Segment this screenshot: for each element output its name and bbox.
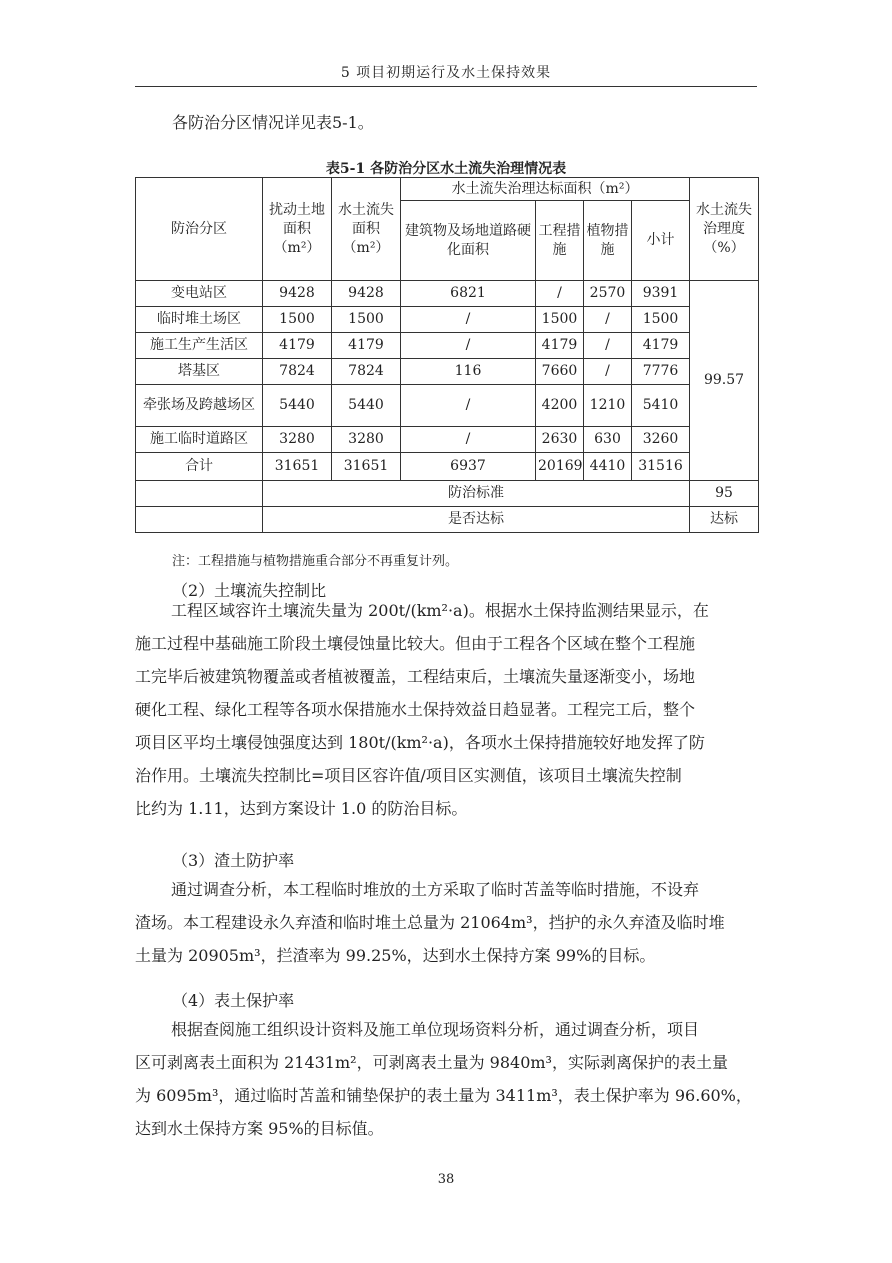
cell-erosion: 1500 [332,307,401,333]
reached-label: 是否达标 [263,507,690,533]
cell-zone: 临时堆土场区 [136,307,263,333]
cell-zone: 牵张场及跨越场区 [136,385,263,427]
section-3-paragraph [135,873,759,972]
cell-plant: / [584,333,632,359]
cell-engineering: 4200 [536,385,584,427]
cell-subtotal: 5410 [632,385,690,427]
cell-engineering: 1500 [536,307,584,333]
cell-subtotal: 1500 [632,307,690,333]
cell-zone: 塔基区 [136,359,263,385]
cell-erosion: 7824 [332,359,401,385]
header-disturbed-area: 扰动土地面积（m²） [263,178,332,281]
cell-erosion: 31651 [332,453,401,481]
cell-disturbed: 3280 [263,427,332,453]
header-rule [135,86,757,87]
section-2-paragraph [135,594,759,825]
table-row [136,385,759,427]
paragraph-line: 区可剥离表土面积为 21431m²，可剥离表土量为 9840m³，实际剥离保护的表土量 [135,1053,728,1072]
paragraph-line: 土量为 20905m³，拦渣率为 99.25%，达到水土保持方案 99%的目标。 [135,946,656,965]
cell-plant: 1210 [584,385,632,427]
cell-empty [136,481,263,507]
paragraph-line: 治作用。土壤流失控制比=项目区容许值/项目区实测值，该项目土壤流失控制 [135,766,682,785]
cell-plant: 2570 [584,281,632,307]
reached-row [136,507,759,533]
cell-engineering: 2630 [536,427,584,453]
cell-plant: / [584,359,632,385]
cell-building: / [401,427,536,453]
header-subtotal: 小计 [632,201,690,281]
section-4-paragraph [135,1013,759,1145]
header-zone: 防治分区 [136,178,263,281]
table-row [136,333,759,359]
header-building-area: 建筑物及场地道路硬化面积 [401,201,536,281]
cell-zone: 施工临时道路区 [136,427,263,453]
cell-empty [136,507,263,533]
cell-plant: / [584,307,632,333]
cell-plant: 4410 [584,453,632,481]
cell-building: / [401,333,536,359]
table-row [136,427,759,453]
cell-subtotal: 3260 [632,427,690,453]
cell-zone: 施工生产生活区 [136,333,263,359]
header-engineering: 工程措施 [536,201,584,281]
running-header: 5 项目初期运行及水土保持效果 [340,65,552,81]
standard-value: 95 [690,481,759,507]
page-number: 38 [437,1172,455,1187]
header-erosion-area: 水土流失面积（m²） [332,178,401,281]
table-row [136,281,759,307]
cell-treatment-degree: 99.57 [690,281,759,481]
table-note: 注：工程措施与植物措施重合部分不再重复计列。 [172,554,459,569]
cell-erosion: 5440 [332,385,401,427]
paragraph-line: 为 6095m³，通过临时苫盖和铺垫保护的表土量为 3411m³，表土保护率为 96.60%， [135,1086,752,1105]
table-row [136,359,759,385]
paragraph-line: 达到水土保持方案 95%的目标值。 [135,1119,384,1138]
table-total-row [136,453,759,481]
cell-disturbed: 7824 [263,359,332,385]
cell-building: 6821 [401,281,536,307]
cell-disturbed: 5440 [263,385,332,427]
paragraph-line: 根据查阅施工组织设计资料及施工单位现场资料分析，通过调查分析，项目 [171,1020,700,1039]
cell-erosion: 4179 [332,333,401,359]
cell-engineering: 7660 [536,359,584,385]
cell-building: / [401,385,536,427]
prevention-zone-table [135,177,759,533]
cell-building: 6937 [401,453,536,481]
paragraph-line: 渣场。本工程建设永久弃渣和临时堆土总量为 21064m³，挡护的永久弃渣及临时堆 [135,913,725,932]
header-treatment-degree: 水土流失治理度（%） [690,178,759,281]
paragraph-line: 比约为 1.11，达到方案设计 1.0 的防治目标。 [135,799,468,818]
cell-engineering: / [536,281,584,307]
cell-disturbed: 31651 [263,453,332,481]
cell-plant: 630 [584,427,632,453]
paragraph-line: 工完毕后被建筑物覆盖或者植被覆盖，工程结束后，土壤流失量逐渐变小，场地 [135,667,696,686]
header-plant: 植物措施 [584,201,632,281]
paragraph-line: 项目区平均土壤侵蚀强度达到 180t/(km²·a)，各项水土保持措施较好地发挥了防 [135,733,705,752]
header-treatment-group: 水土流失治理达标面积（m²） [401,178,690,201]
cell-subtotal: 9391 [632,281,690,307]
paragraph-line: 工程区域容许土壤流失量为 200t/(km²·a)。根据水土保持监测结果显示，在 [171,601,709,620]
cell-building: / [401,307,536,333]
cell-erosion: 3280 [332,427,401,453]
section-heading-2: （2）土壤流失控制比 [172,581,327,600]
section-heading-4: （4）表土保护率 [172,991,295,1010]
cell-engineering: 4179 [536,333,584,359]
cell-disturbed: 9428 [263,281,332,307]
table-title: 表5-1 各防治分区水土流失治理情况表 [325,161,567,177]
section-heading-3: （3）渣土防护率 [172,851,295,870]
intro-text: 各防治分区情况详见表5-1。 [172,113,374,132]
cell-zone: 变电站区 [136,281,263,307]
cell-disturbed: 4179 [263,333,332,359]
table-row [136,307,759,333]
cell-subtotal: 7776 [632,359,690,385]
standard-row [136,481,759,507]
paragraph-line: 施工过程中基础施工阶段土壤侵蚀量比较大。但由于工程各个区域在整个工程施 [135,634,696,653]
cell-engineering: 20169 [536,453,584,481]
cell-subtotal: 31516 [632,453,690,481]
reached-value: 达标 [690,507,759,533]
paragraph-line: 硬化工程、绿化工程等各项水保措施水土保持效益日趋显著。工程完工后，整个 [135,700,696,719]
cell-zone: 合计 [136,453,263,481]
paragraph-line: 通过调查分析，本工程临时堆放的土方采取了临时苫盖等临时措施，不设弃 [171,880,700,899]
cell-disturbed: 1500 [263,307,332,333]
cell-subtotal: 4179 [632,333,690,359]
cell-erosion: 9428 [332,281,401,307]
cell-building: 116 [401,359,536,385]
standard-label: 防治标准 [263,481,690,507]
